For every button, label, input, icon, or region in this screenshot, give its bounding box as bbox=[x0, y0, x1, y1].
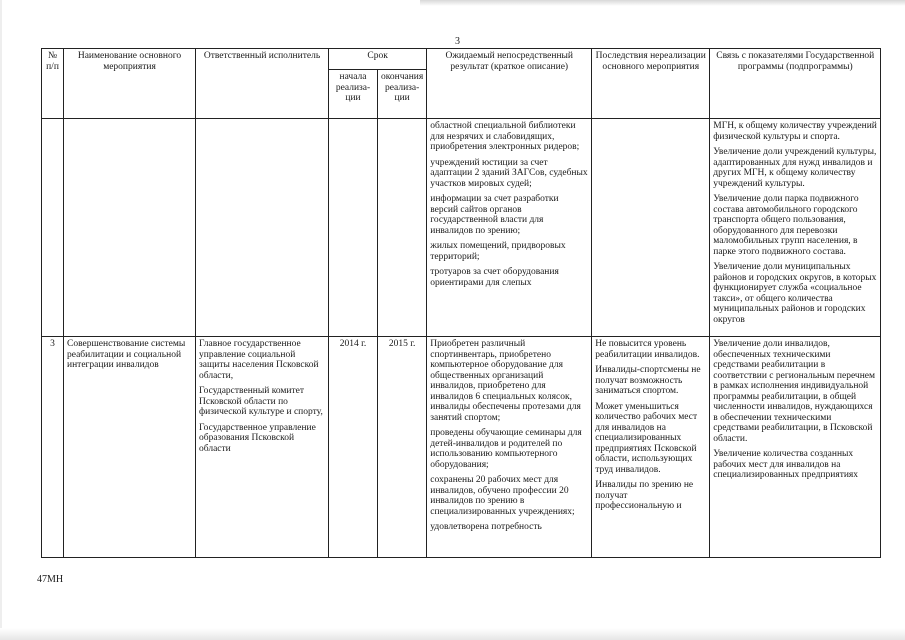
cell-executor bbox=[196, 337, 329, 558]
cell-consequences bbox=[592, 337, 710, 558]
cell-link bbox=[710, 337, 881, 558]
header-link: Связь с показателями Государственной программы (подпрограммы) bbox=[710, 49, 881, 119]
scan-shadow-top bbox=[420, 0, 905, 6]
executor-paragraph: Государственный комитет Псковской области по физической культуре и спорту, bbox=[199, 386, 323, 417]
footer-code: 47МН bbox=[37, 574, 64, 585]
cell-result bbox=[427, 337, 592, 558]
header-term-end: окончания реализа-ции bbox=[378, 70, 427, 119]
result-paragraph: тротуаров за счет оборудования ориентирами для слепых bbox=[430, 267, 559, 288]
result-paragraph: областной специальной библиотеки для незрячих и слабовидящих, приобретения электронных ридеров; bbox=[430, 121, 580, 152]
cell-num: 3 bbox=[42, 337, 64, 558]
header-term: Срок bbox=[329, 49, 427, 70]
consequence-paragraph: Инвалиды-спортсмены не получат возможность заниматься спортом. bbox=[595, 365, 701, 396]
header-result: Ожидаемый непосредственный результат (краткое описание) bbox=[427, 49, 592, 119]
cell-consequences-empty bbox=[592, 119, 710, 337]
header-consequences: Последствия нереализации основного мероприятия bbox=[592, 49, 710, 119]
cell-end-empty bbox=[378, 119, 427, 337]
consequence-paragraph: Может уменьшиться количество рабочих мест для инвалидов на специализированных предприятиях Псковской области, использующих труд инвалидов. bbox=[595, 401, 698, 475]
executor-paragraph: Главное государственное управление социальной защиты населения Псковской области, bbox=[199, 339, 319, 381]
link-paragraph: Увеличение доли инвалидов, обеспеченных техническими средствами реабилитации в соответствии с региональным перечнем в рамках исполнения индивидуальной программы реабилитации, в общей численности инвалидов, нуждающихся в обеспечении техническими средствами реабилитации, в Псковской области. bbox=[713, 339, 876, 444]
link-paragraph: Увеличение количества созданных рабочих мест для инвалидов на специализированных предприятиях bbox=[713, 449, 859, 480]
result-paragraph: информации за счет разработки версий сайтов органов государственной власти для инвалидов по зрению; bbox=[430, 194, 559, 236]
cell-result-continued bbox=[427, 119, 592, 337]
consequence-paragraph: Не повысится уровень реабилитации инвалидов. bbox=[595, 339, 700, 360]
cell-executor-empty bbox=[196, 119, 329, 337]
executor-paragraph: Государственное управление образования Псковской области bbox=[199, 422, 316, 454]
header-term-start: начала реализа-ции bbox=[329, 70, 378, 119]
result-paragraph: Приобретен различный спортинвентарь, приобретено компьютерное оборудование для общественных организаций инвалидов, приобретено для инвалидов 6 специальных колясок, инвалиды обеспечены протезами для занятий спортом; bbox=[430, 339, 581, 423]
header-name: Наименование основного мероприятия bbox=[64, 49, 196, 119]
cell-start-empty bbox=[329, 119, 378, 337]
page-number: 3 bbox=[455, 36, 460, 47]
result-paragraph: жилых помещений, придворовых территорий; bbox=[430, 241, 566, 262]
cell-num-empty bbox=[42, 119, 64, 337]
table-row-continued bbox=[42, 119, 881, 337]
scan-shadow-bottom bbox=[0, 628, 905, 640]
result-paragraph: проведены обучающие семинары для детей-инвалидов и родителей по использованию компьютерного оборудования; bbox=[430, 428, 582, 470]
result-paragraph: сохранены 20 рабочих мест для инвалидов, обучено профессии 20 инвалидов по зрению в специализированных учреждениях; bbox=[430, 475, 575, 517]
table-row-3 bbox=[42, 337, 881, 558]
link-paragraph: МГН, к общему количеству учреждений физической культуры и спорта. bbox=[713, 121, 877, 142]
cell-end: 2015 г. bbox=[378, 337, 427, 558]
header-num: № п/п bbox=[42, 49, 64, 119]
cell-link-continued bbox=[710, 119, 881, 337]
result-paragraph: учреждений юстиции за счет адаптации 2 зданий ЗАГСов, судебных участков мировых судей; bbox=[430, 157, 588, 189]
scan-edge-left bbox=[0, 0, 2, 640]
link-paragraph: Увеличение доли учреждений культуры, адаптированных для нужд инвалидов и других МГН, к общему количеству учреждений культуры. bbox=[713, 147, 877, 189]
program-measures-table bbox=[41, 48, 881, 558]
cell-name-empty bbox=[64, 119, 196, 337]
result-paragraph: удовлетворена потребность bbox=[430, 522, 542, 532]
link-paragraph: Увеличение доли муниципальных районов и городских округов, в которых функционирует служба «социальное такси», от общего количества муниципальных районов и городских округов bbox=[713, 262, 877, 325]
header-executor: Ответственный исполнитель bbox=[196, 49, 329, 119]
cell-start: 2014 г. bbox=[329, 337, 378, 558]
consequence-paragraph: Инвалиды по зрению не получат профессиональную и bbox=[595, 480, 694, 511]
cell-name: Совершенствование системы реабилитации и социальной интеграции инвалидов bbox=[64, 337, 196, 558]
link-paragraph: Увеличение доли парка подвижного состава автомобильного городского транспорта общего пользования, оборудованного для перевозки маломобильных групп населения, в парке этого подвижного состава. bbox=[713, 194, 859, 257]
